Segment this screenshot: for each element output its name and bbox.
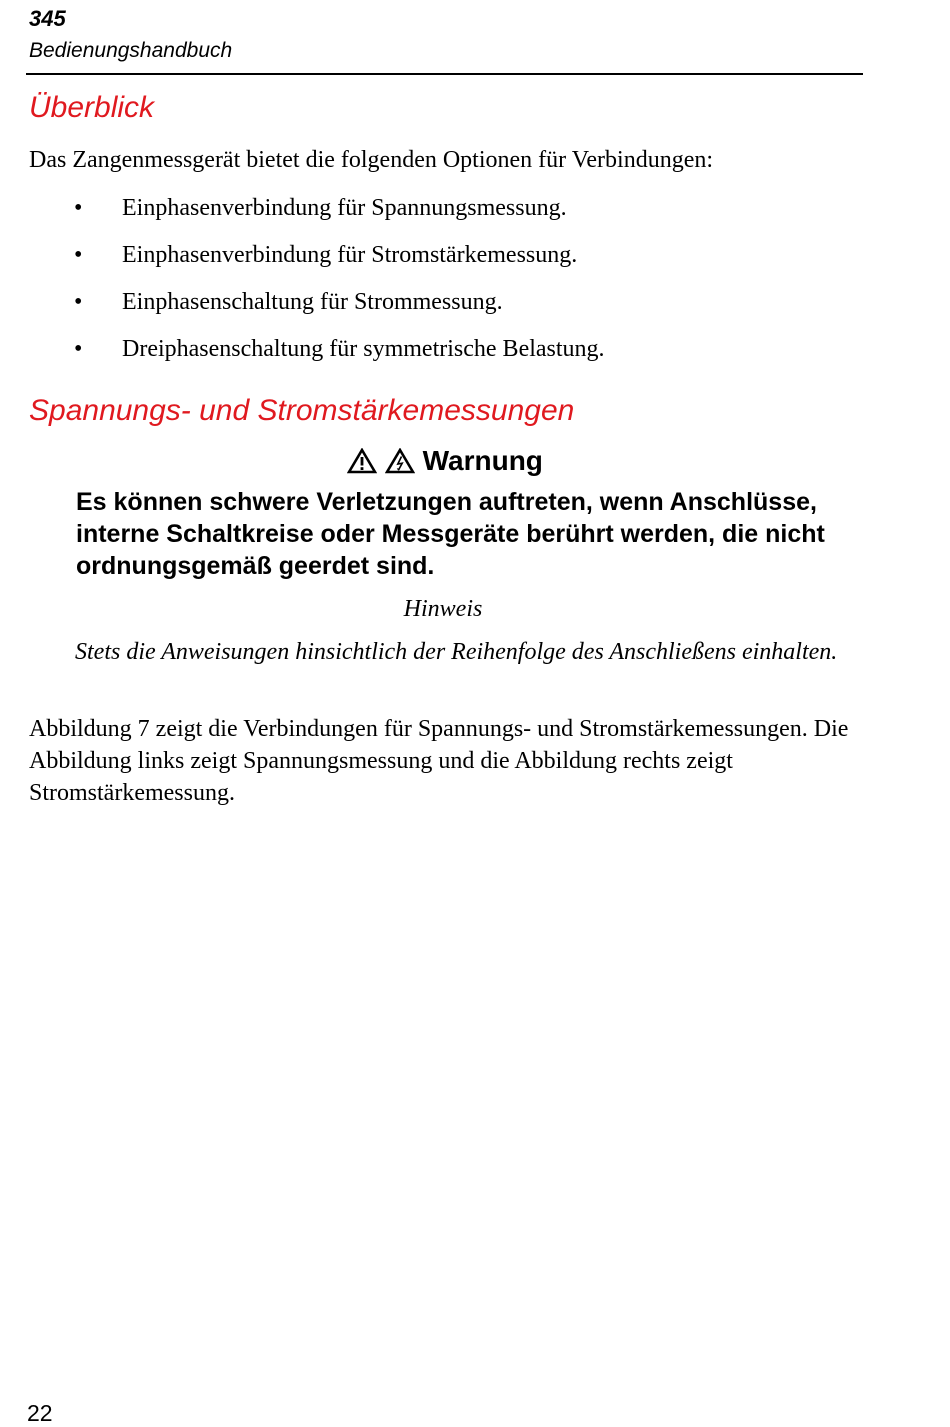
note-text: Stets die Anweisungen hinsichtlich der Reihenfolge des Anschließens einhalten. <box>75 639 838 665</box>
section-heading-overview: Überblick <box>29 91 155 124</box>
electric-hazard-icon <box>385 448 415 474</box>
note-title: Hinweis <box>403 596 483 622</box>
bullet-icon: • <box>74 289 83 315</box>
warning-text: Es können schwere Verletzungen auftreten, wenn Anschlüsse, interne Schaltkreise oder Messgeräte berührt werden, die nicht ordnungsgemäß geerdet sind. <box>76 488 825 580</box>
header-subtitle: Bedienungshandbuch <box>29 39 233 62</box>
header-model-number: 345 <box>29 6 66 31</box>
warning-title: Warnung <box>422 445 543 476</box>
list-item-text: Einphasenverbindung für Spannungsmessung. <box>122 195 567 221</box>
bullet-icon: • <box>74 195 83 221</box>
bullet-icon: • <box>74 336 83 362</box>
overview-intro: Das Zangenmessgerät bietet die folgenden Optionen für Verbindungen: <box>29 147 714 173</box>
section-heading-measurements: Spannungs- und Stromstärkemessungen <box>29 394 575 427</box>
list-item-text: Einphasenschaltung für Strommessung. <box>122 289 503 315</box>
page-number: 22 <box>27 1400 53 1426</box>
bullet-icon: • <box>74 242 83 268</box>
measurements-paragraph: Abbildung 7 zeigt die Verbindungen für Spannungs- und Stromstärkemessungen. Die Abbildung links zeigt Spannungsmessung und die Abbildung rechts zeigt Stromstärkemessung. <box>29 716 849 806</box>
warning-heading <box>0 445 890 477</box>
list-item-text: Dreiphasenschaltung für symmetrische Belastung. <box>122 336 605 362</box>
warning-triangle-icon <box>347 448 377 474</box>
header-divider <box>26 73 863 75</box>
list-item-text: Einphasenverbindung für Stromstärkemessung. <box>122 242 578 268</box>
